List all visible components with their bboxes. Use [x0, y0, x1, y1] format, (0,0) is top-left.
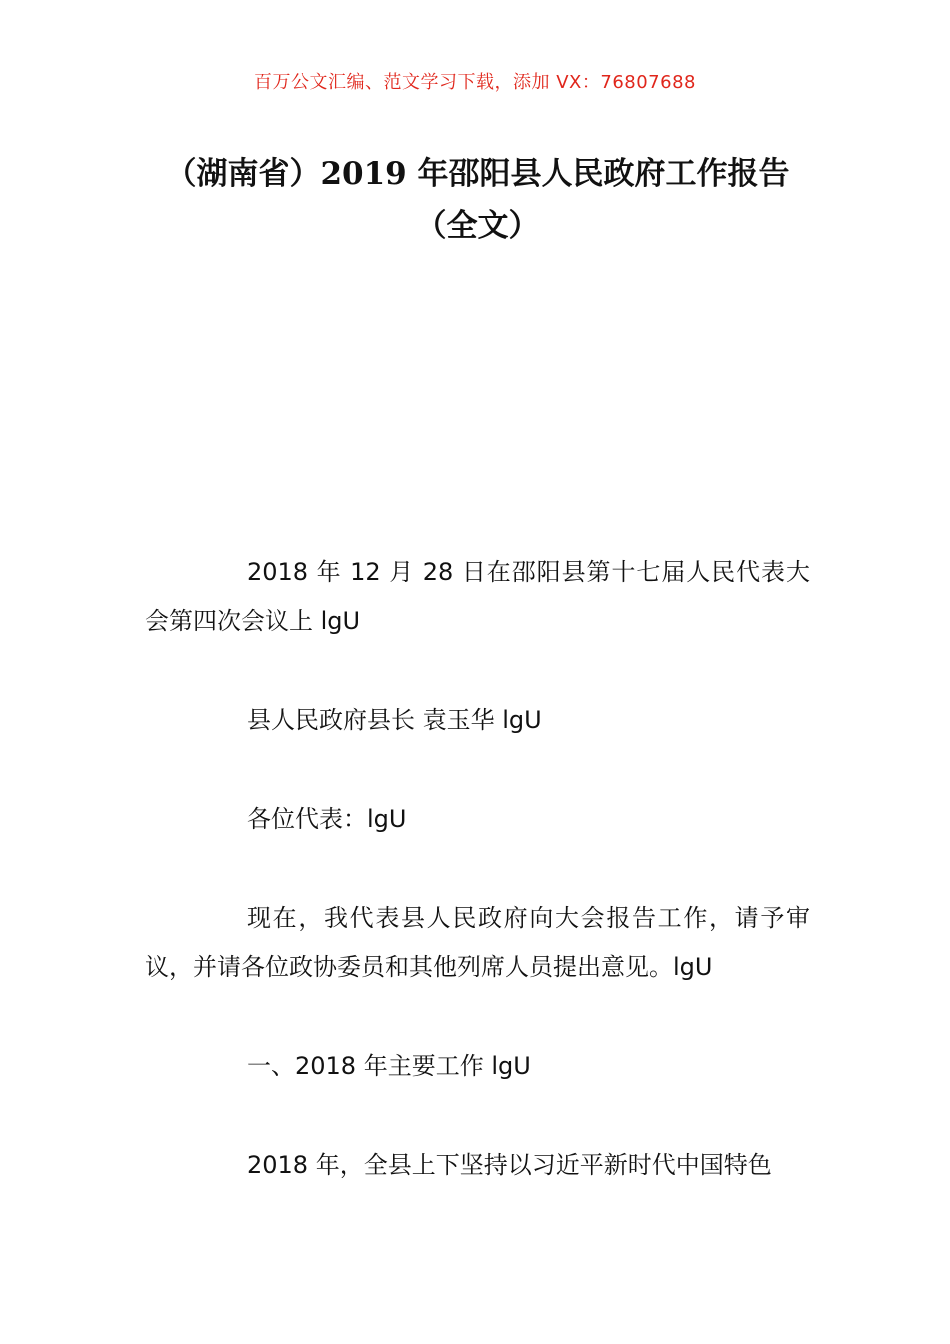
- paragraph-speaker: 县人民政府县长 袁玉华 lgU: [247, 706, 542, 734]
- paragraph-intro: 现在，我代表县人民政府向大会报告工作，请予审议，并请各位政协委员和其他列席人员提出意见。lgU: [145, 904, 810, 981]
- header-note: 百万公文汇编、范文学习下载，添加 VX：76807688: [254, 72, 696, 93]
- section-heading: 一、2018 年主要工作 lgU: [247, 1052, 531, 1080]
- document-title: （湖南省）2019 年邵阳县人民政府工作报告（全文）: [165, 156, 790, 244]
- paragraph-salutation: 各位代表：lgU: [247, 805, 407, 833]
- paragraph-session-info: 2018 年 12 月 28 日在邵阳县第十七届人民代表大会第四次会议上 lgU: [145, 558, 810, 635]
- document-body: [145, 548, 810, 1240]
- paragraph-body: 2018 年，全县上下坚持以习近平新时代中国特色: [247, 1151, 772, 1179]
